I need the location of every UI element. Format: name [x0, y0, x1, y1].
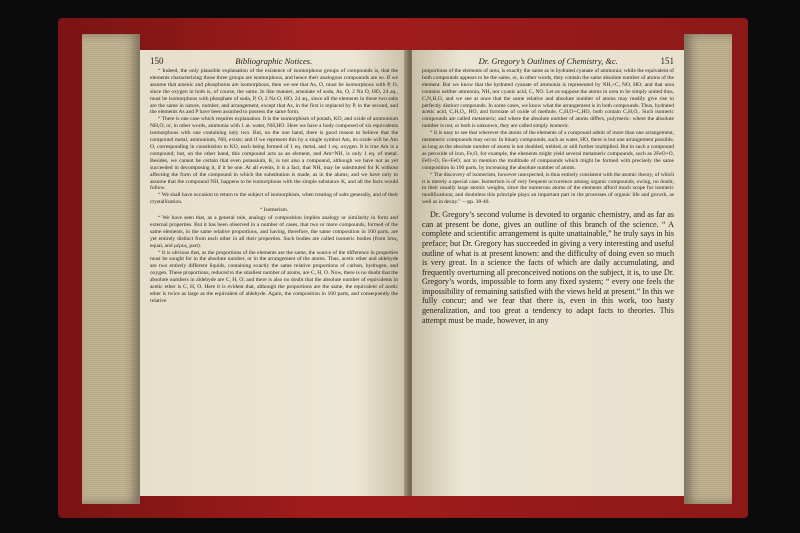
- section-heading: “ Isomerism.: [259, 207, 289, 214]
- open-book: [82, 28, 732, 510]
- review-commentary: [422, 210, 674, 325]
- paragraph: “ There is one case which requires explanation. It is the isomorphism of potash, KO, and oxide of ammonium NH,O; or, in other words, ammonia with 1 at. water, NH,HO. Here we have a body composed of six equivalents isomorphous with one containing only two. But, on the one hand, there is good reason to believe that the compound metal, ammonium, NH, exists; and if we represent this by a single symbol Am, its oxide will be Am O, corresponding in constitution to KO, each being formed of 1 eq. metal, and 1 eq. oxygen. It is true Am is a compound; but, on the other hand, this compound acts as an element, and Am=NH, is only 1 eq. of metal. Besides, we cannot be certain that even potassium, K, is not also a compound, although we have not as yet succeeded in decomposing it, if it be one. At all events, it is a fact, that NH, may be substituted for K without affecting the form of the compound in which the substitution is made, as in the alums; and we have only to assume that the compound NH, happens to be isomorphous with the simple substance K, and all the facts would follow.: [150, 116, 398, 192]
- paragraph: “ We have seen that, as a general rule, analogy of composition implies analogy or similarity in form and external properties. But it has been observed in a number of cases, that two or more compounds, formed of the same elements, in the same relative proportions, and having, therefore, the same composition in 100 parts, are yet entirely distinct from each other in all their properties. Such bodies are called isomeric bodies (from ἴσος, equal, and μέρος, part).: [150, 215, 398, 249]
- page-number: 151: [660, 56, 674, 66]
- left-page: [140, 50, 408, 496]
- running-title: Bibliographic Notices.: [235, 56, 313, 66]
- left-page-edges: [82, 34, 140, 504]
- paragraph: “ It is easy to see that wherever the atoms of the elements of a compound admit of more than one arrangement, metameric compounds may occur. In binary compounds, such as water, HO, there is but one arrangement possible, as long as the absolute number of atoms is not doubled, trebled, or still further multiplied. But in such a compound as peroxide of iron, Fe,O, for example, the elements might yield several metameric compounds, such as 2FeO+O, FeO+O, Fe+FeO, not to mention the multitude of compounds which might be formed with precisely the same composition in 100 parts, by increasing the absolute number of atoms.: [422, 130, 674, 171]
- paragraph: “ The discovery of isomerism, however unexpected, is thus entirely consistent with the atomic theory, of which it is merely a special case. Isomerism is of very frequent occurrence among organic compounds, owing, no doubt, to their usually large atomic weights, since the numerous atoms of the elements afford much scope for isomeric modifications; and doubtless this principle plays an important part in the processes of organic life and growth, as well as in decay.” —pp. 38-40.: [422, 171, 674, 206]
- paragraph: “ It is obvious that, as the proportions of the elements are the same, the source of the difference in properties must be sought for in the absolute number, or in the arrangement of the atoms. Thus, acetic ether and aldehyde are two entirely different liquids, containing exactly the same relative proportions of carbon, hydrogen, and oxygen. These proportions, reduced to the smallest number of atoms, are C, H, O. Now, there is no doubt that the absolute numbers in aldehyde are C, H, O; and there is also no doubt that the absolute number of equivalents in acetic ether is C, H, O. Here it is evident that, although the proportions are the same, the equivalent of acetic ether is twice as large as the equivalent of aldehyde. Again, the composition in 100 parts, and consequently the relative: [150, 249, 398, 304]
- left-page-header: [140, 50, 408, 68]
- paragraph: “ Indeed, the only plausible explanation of the existence of isomorphous groups of compounds is, that the elements characterizing those three groups are isomorphous, and hence their analogous compounds are so. If we assume that arsenic and phosphorus are isomorphous, then we see that As, O, must be isomorphous with P, O, since the oxygen in both is, of course, the same. In like manner, arseniate of soda, As, O, 2 Na O, HO, 24 aq., must be isomorphous with phosphate of soda, P, O, 2 Na O, HO, 24 aq., since all the elements in these two salts are the same in nature, number, and arrangement, except that As, in the first is replaced by P, in the second, and the elements As and P have been assumed to possess the same form.: [150, 68, 398, 116]
- page-number: 150: [150, 56, 164, 66]
- left-page-body: [140, 68, 408, 305]
- paragraph: “ We shall have occasion to return to the subject of isomorphism, when treating of salts generally, and of their crystallization.: [150, 192, 399, 206]
- paragraph: proportions of the elements of urea, is exactly the same as in hydrated cyanate of ammonia; while the equivalent of both compounds appears to be the same, or, in other words, they contain the same absolute number of atoms of the element. But we know that the hydrated cyanate of ammonia is represented by NH,+C, NO, HO; and that urea contains neither ammonia, NH, nor cyanic acid, C, NO. Let us suppose the atoms in urea to be simply united thus, C,N,H,O, and we see at once that the same relative and absolute number of atoms may readily give rise to perfectly distinct compounds. In some cases, we know what the arrangement is in both compounds. Thus, hydrated acetic acid, C,H,O,, HO, and formiate of oxide of methule, C,H,O+C,HO, both contain C,H,O,. Such isomeric compounds are called metameric; and where the absolute number of atoms differs, polymeric: where the absolute number is not, or both is unknown, they are called simply isomeric.: [422, 68, 674, 130]
- right-page-body: [412, 68, 684, 325]
- right-page-edges: [684, 34, 732, 504]
- right-page-header: [412, 50, 684, 68]
- paragraph: Dr. Gregory’s second volume is devoted to organic chemistry, and as far as can at present be done, gives an outline of this branch of the science. “ A complete and scientific arrangement is quite unattainable,” he truly says in his preface; but Dr. Gregory has succeeded in giving a very interesting and useful outline of what is at present known: and the difficulty of doing even so much is very great. In a science the facts of which are daily accumulating, and frequently overturning all preconceived notions on the subject, it is, to use Dr. Gregory’s words, impossible to form any fixed system; “ every one feels the impossibility of remaining satisfied with the views held at present.” In this we fully concur; and we fear that there is, even in this work, too hasty generalization, and too great a tendency to adapt facts to theories. This attempt must be made, however, in any: [422, 210, 675, 325]
- running-title: Dr. Gregory’s Outlines of Chemistry, &c.: [478, 56, 618, 66]
- right-page: [412, 50, 684, 496]
